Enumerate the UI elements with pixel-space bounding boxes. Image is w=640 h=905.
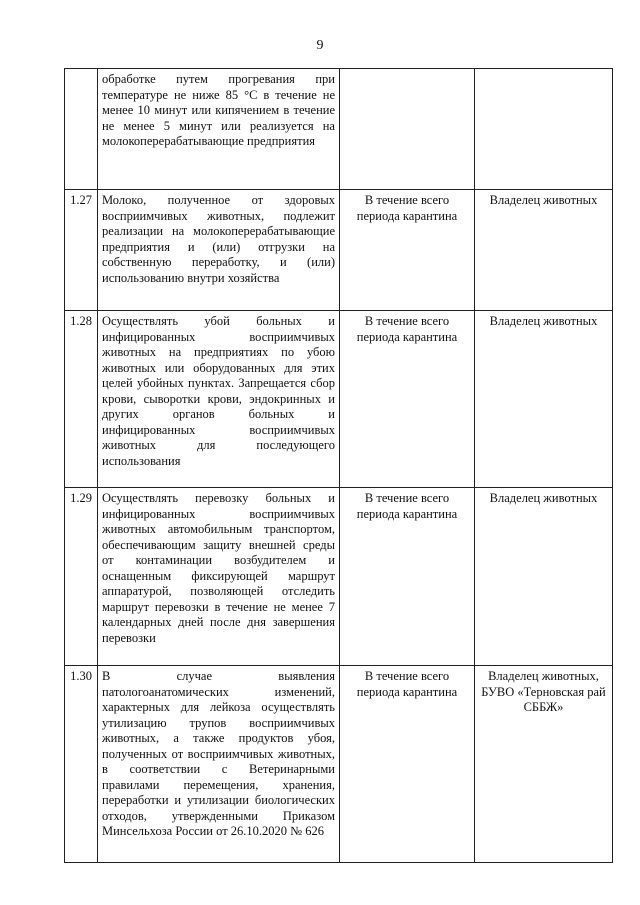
- page-number: 9: [316, 38, 324, 53]
- table-row: [65, 190, 613, 311]
- measures-table: [64, 68, 613, 863]
- measure-responsible: Владелец животных: [475, 311, 613, 488]
- measure-responsible: Владелец животных: [475, 190, 613, 311]
- measure-term: В течение всего периода карантина: [340, 311, 475, 488]
- table-row: [65, 311, 613, 488]
- measure-responsible: Владелец животных: [475, 488, 613, 666]
- measure-responsible: Владелец животных, БУВО «Терновская рай СББЖ»: [475, 666, 613, 863]
- measure-text: обработке путем прогревания при температуре не ниже 85 °С в течение не менее 10 минут или кипячением в течение не менее 5 минут или реализуется на молокоперерабатывающие предприятия: [98, 69, 340, 190]
- measure-text: Молоко, полученное от здоровых восприимчивых животных, подлежит реализации на молокоперерабатывающие предприятия и (или) отгрузки на собственную переработку, и (или) использованию внутри хозяйства: [98, 190, 340, 311]
- table-row: [65, 69, 613, 190]
- measure-term: В течение всего периода карантина: [340, 488, 475, 666]
- measure-term: [340, 69, 475, 190]
- table-row: [65, 666, 613, 863]
- table-row: [65, 488, 613, 666]
- measure-text: Осуществлять убой больных и инфицированных восприимчивых животных на предприятиях по убою животных или оборудованных для этих целей убойных пунктах. Запрещается сбор крови, сыворотки крови, эндокринных и других органов больных и инфицированных восприимчивых животных для последующего использования: [98, 311, 340, 488]
- row-number: [65, 69, 98, 190]
- row-number: 1.27: [65, 190, 98, 311]
- measure-term: В течение всего периода карантина: [340, 190, 475, 311]
- measure-text: В случае выявления патологоанатомических изменений, характерных для лейкоза осуществлять утилизацию трупов восприимчивых животных, а также продуктов убоя, полученных от восприимчивых животных, в соответствии с Ветеринарными правилами перемещения, хранения, переработки и утилизации биологических отходов, утвержденными Приказом Минсельхоза России от 26.10.2020 № 626: [98, 666, 340, 863]
- measure-responsible: [475, 69, 613, 190]
- row-number: 1.29: [65, 488, 98, 666]
- measure-term: В течение всего периода карантина: [340, 666, 475, 863]
- row-number: 1.30: [65, 666, 98, 863]
- measure-text: Осуществлять перевозку больных и инфицированных восприимчивых животных автомобильным транспортом, обеспечивающим защиту внешней среды от контаминации возбудителем и оснащенным фиксирующей маршрут аппаратурой, позволяющей отследить маршрут перевозки в течение не менее 7 календарных дней после дня завершения перевозки: [98, 488, 340, 666]
- row-number: 1.28: [65, 311, 98, 488]
